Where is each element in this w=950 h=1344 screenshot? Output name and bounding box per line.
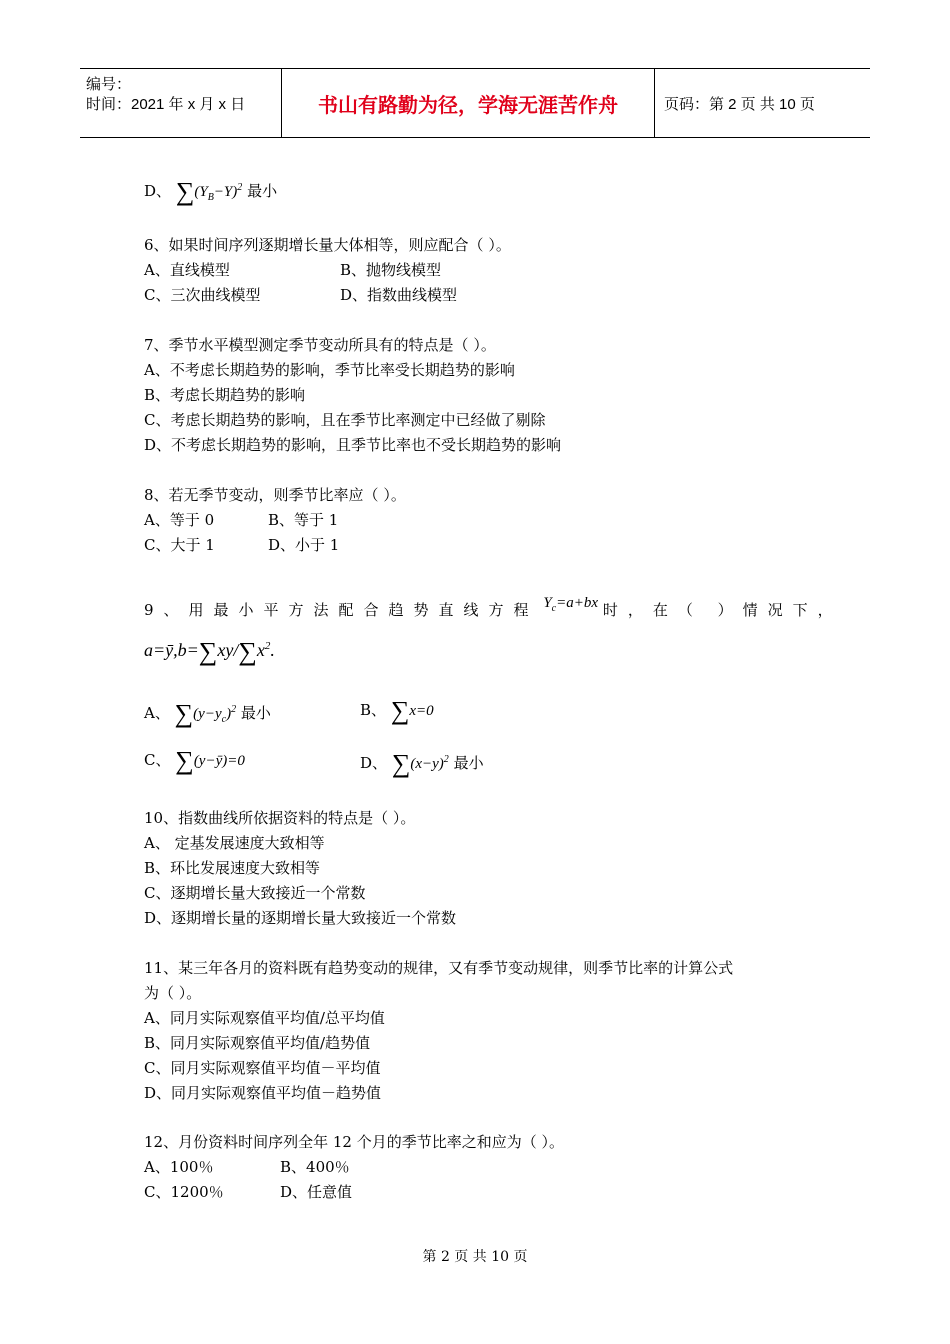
q9-option-c (144, 746, 245, 775)
q9-question-start: 9、用最小平方法配合趋势直线方程 (144, 601, 539, 619)
q12-option-c: C、1200％ (144, 1183, 224, 1201)
header-page-info: 页码：第 2 页 共 10 页 (664, 95, 815, 113)
q9-option-b (360, 696, 434, 725)
document-date: 时间：2021 年 x 月 x 日 (86, 96, 246, 113)
formula-sum-y-minus-yc-squared: $\sum(y-y_c)^2$ (174, 699, 237, 728)
q5-option-d (144, 178, 277, 208)
q10-question: 10、指数曲线所依据资料的特点是（ ）。 (144, 809, 416, 827)
page-footer: 第 2 页 共 10 页 (422, 1249, 528, 1265)
min-suffix: 最小 (247, 182, 278, 200)
formula-sum-x-minus-y-squared: $\sum(x-y)^2$ (391, 749, 449, 778)
header-motto: 书山有路勤为径，学海无涯苦作舟 (281, 69, 655, 137)
q6-option-a: A、直线模型 (144, 261, 230, 279)
q7-option-c: C、考虑长期趋势的影响，且在季节比率测定中已经做了剔除 (144, 411, 546, 429)
formula-sum-yb-y-squared: $\sum(Y_B-Y)^2$ (175, 177, 243, 206)
q11-option-a: A、同月实际观察值平均值/总平均值 (144, 1009, 385, 1027)
formula-sum-y-minus-ybar-zero: ∑(y−ȳ)=0 (175, 746, 245, 775)
option-label: A、 (144, 704, 170, 722)
formula-a-b-least-squares: $a=ȳ,b=\sum xy/\sum x^2$. (144, 637, 275, 666)
q6-option-c: C、三次曲线模型 (144, 286, 261, 304)
q7-option-b: B、考虑长期趋势的影响 (144, 386, 306, 404)
q9-option-d (360, 749, 484, 778)
option-label: B、 (360, 701, 387, 719)
q8-option-b: B、等于 1 (268, 511, 339, 529)
q6-option-b: B、抛物线模型 (340, 261, 442, 279)
option-label: C、 (144, 751, 171, 769)
q12-option-b: B、400％ (280, 1158, 350, 1176)
q10-option-d: D、逐期增长量的逐期增长量大致接近一个常数 (144, 909, 457, 927)
q6-option-d: D、指数曲线模型 (340, 286, 458, 304)
q12-option-d: D、任意值 (280, 1183, 353, 1201)
q12-question: 12、月份资料时间序列全年 12 个月的季节比率之和应为（ ）。 (144, 1133, 564, 1151)
q7-question: 7、季节水平模型测定季节变动所具有的特点是（ ）。 (144, 336, 496, 354)
q8-option-a: A、等于 0 (144, 511, 215, 529)
q8-question: 8、若无季节变动，则季节比率应（ ）。 (144, 486, 406, 504)
q7-option-a: A、不考虑长期趋势的影响，季节比率受长期趋势的影响 (144, 361, 515, 379)
q11-question-line2: 为（ ）。 (144, 984, 202, 1002)
min-suffix: 最小 (453, 754, 484, 772)
q12-option-a: A、100％ (144, 1158, 214, 1176)
min-suffix: 最小 (240, 704, 271, 722)
q9-question-end: 时，在（ ）情况下， (602, 601, 843, 619)
q10-option-b: B、环比发展速度大致相等 (144, 859, 321, 877)
q11-option-b: B、同月实际观察值平均值/趋势值 (144, 1034, 371, 1052)
document-number-label: 编号： (86, 76, 132, 93)
option-label: D、 (144, 182, 172, 200)
header-meta (80, 69, 280, 137)
formula-yc-equals-a-plus-bx: $Y_c=a+bx$ (543, 595, 599, 614)
q11-option-c: C、同月实际观察值平均值－平均值 (144, 1059, 381, 1077)
q7-option-d: D、不考虑长期趋势的影响，且季节比率也不受长期趋势的影响 (144, 436, 562, 454)
q11-question-line1: 11、某三年各月的资料既有趋势变动的规律，又有季节变动规律，则季节比率的计算公式 (144, 959, 734, 977)
q9-question (144, 595, 843, 627)
q9-option-a (144, 700, 271, 730)
q8-option-c: C、大于 1 (144, 536, 215, 554)
formula-sum-x-equals-zero: ∑x=0 (390, 696, 434, 725)
q10-option-a: A、 定基发展速度大致相等 (144, 834, 325, 852)
q10-option-c: C、逐期增长量大致接近一个常数 (144, 884, 366, 902)
page-header (80, 68, 870, 138)
q11-option-d: D、同月实际观察值平均值－趋势值 (144, 1084, 382, 1102)
q8-option-d: D、小于 1 (268, 536, 340, 554)
option-label: D、 (360, 754, 388, 772)
q6-question: 6、如果时间序列逐期增长量大体相等，则应配合（ ）。 (144, 236, 511, 254)
